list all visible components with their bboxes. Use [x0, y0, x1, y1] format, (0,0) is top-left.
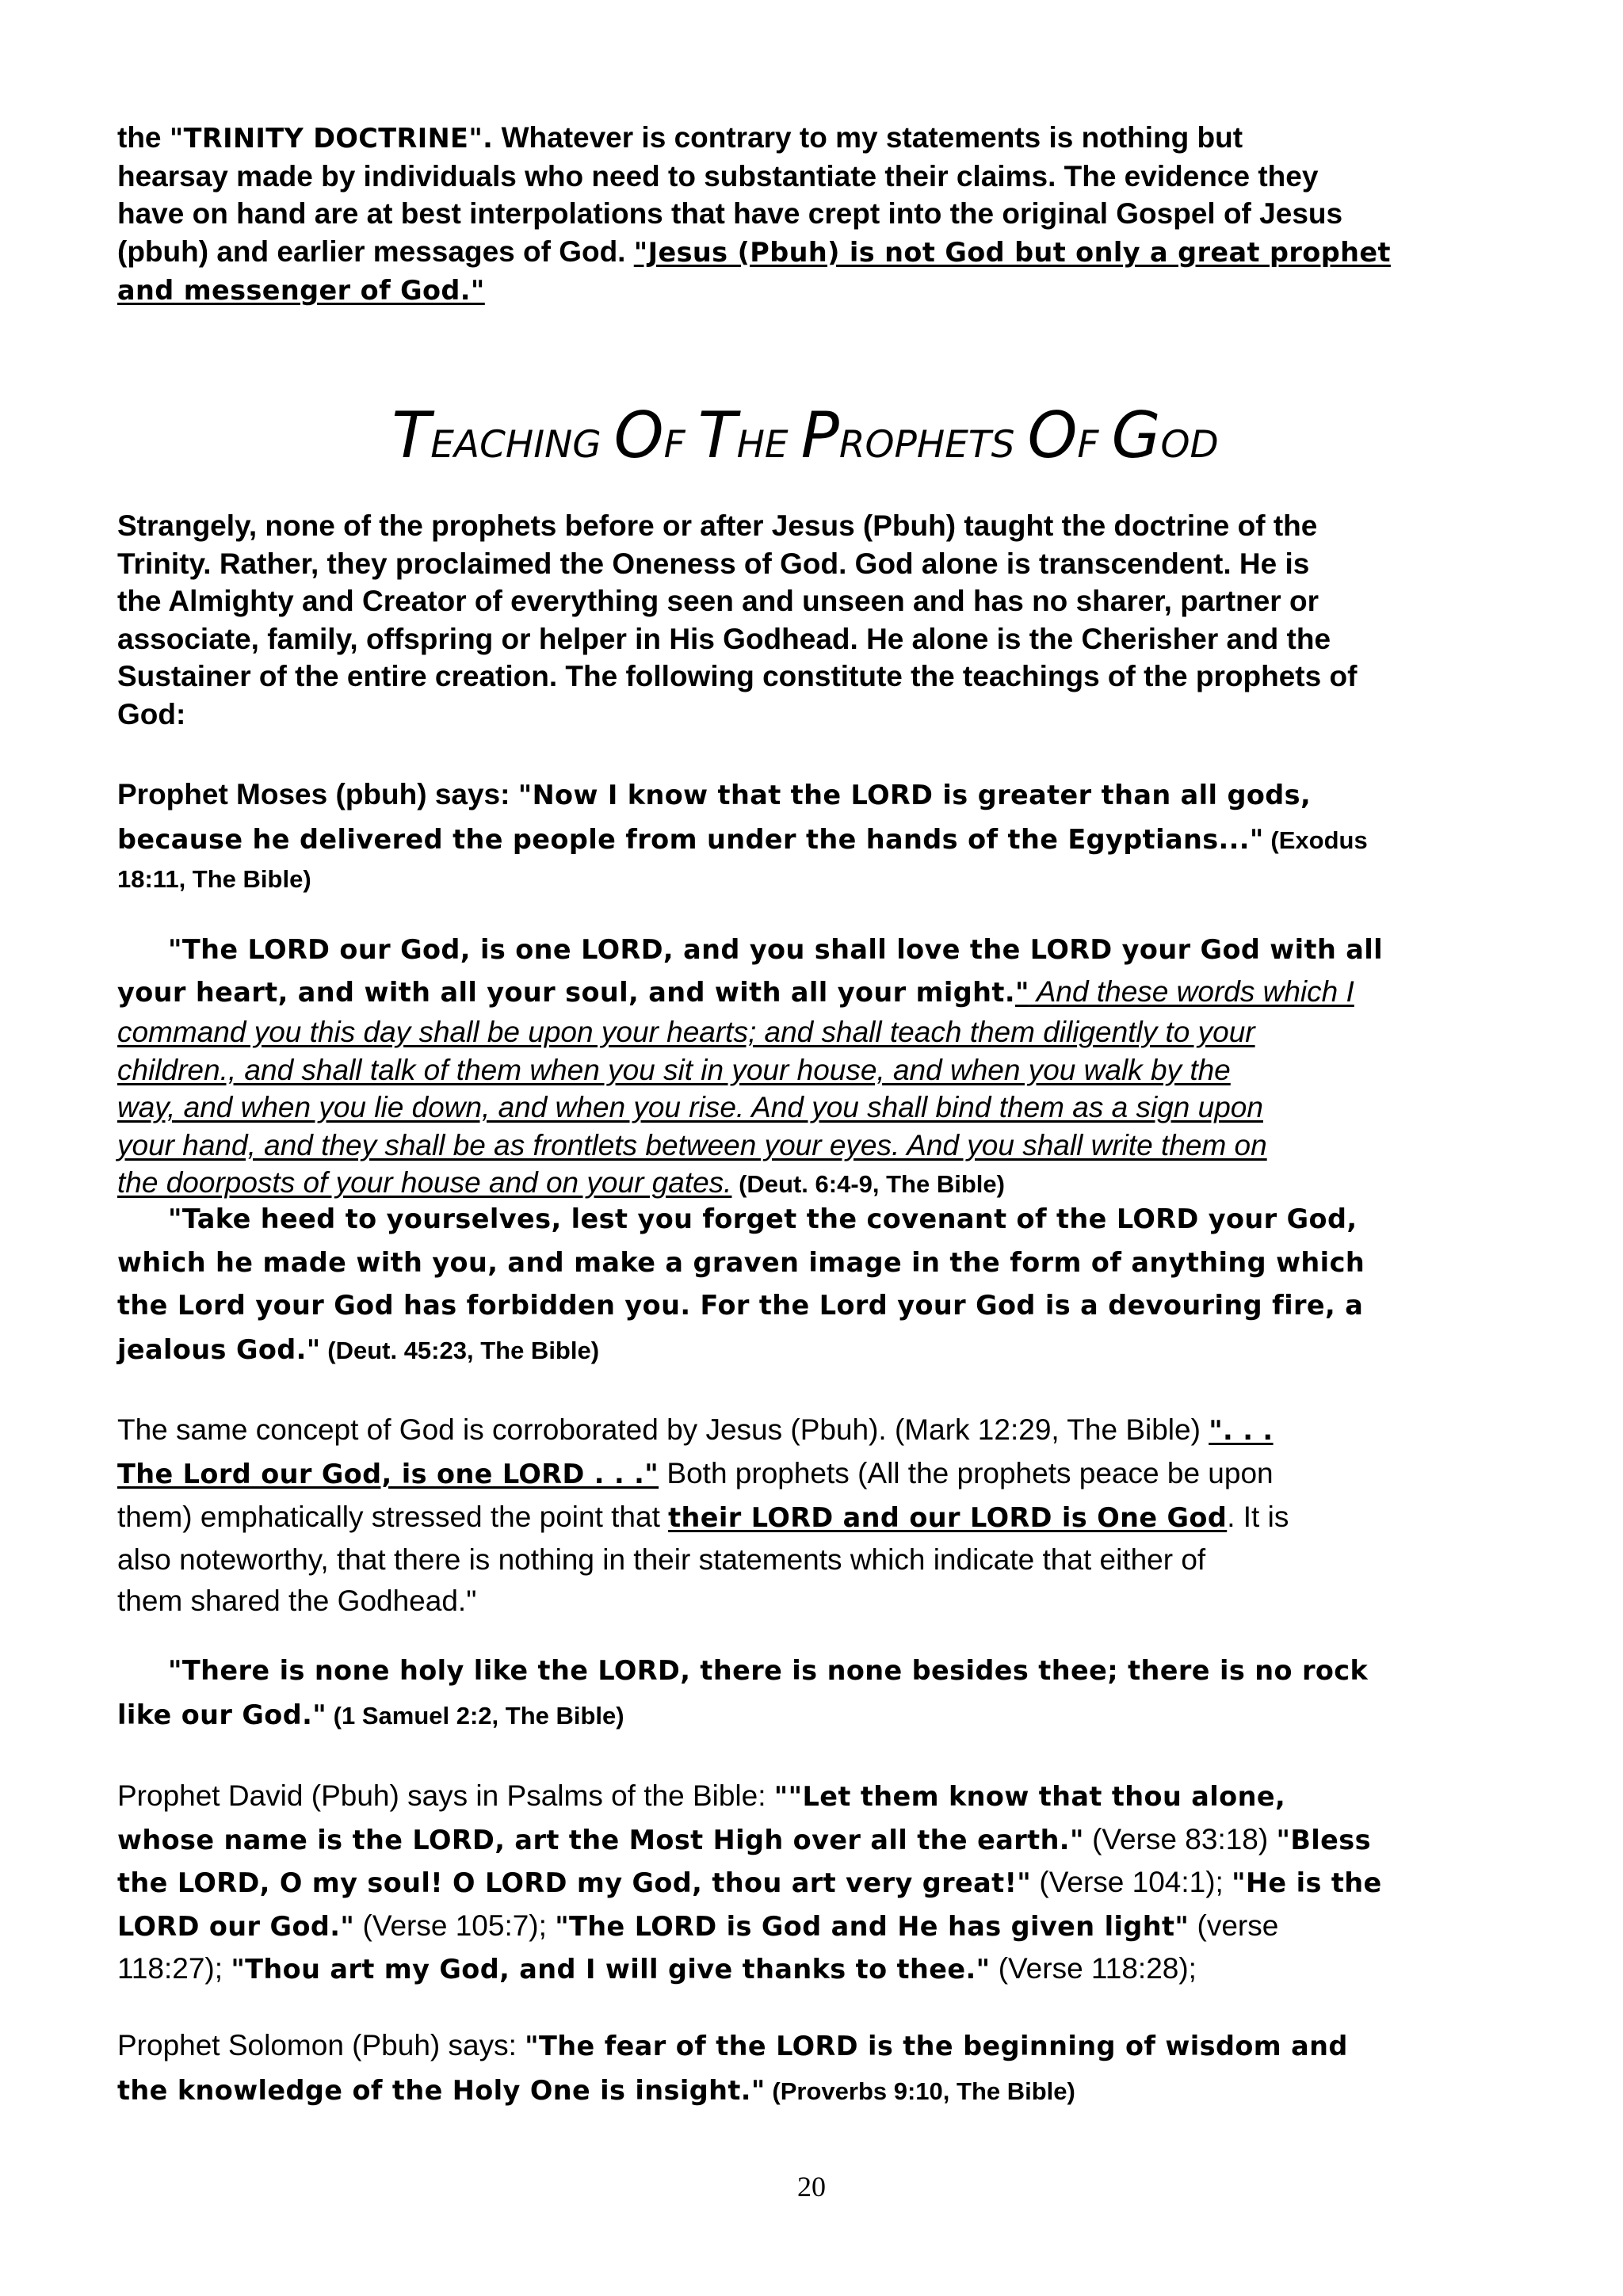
text-line: Trinity. Rather, they proclaimed the Oneness of God. God alone is transcendent. He is [117, 547, 1310, 580]
italic-line: command you this day shall be upon your hearts; and shall teach them diligently to your [117, 1016, 1255, 1048]
text-run: Prophet David (Pbuh) says in Psalms of the Bible: [117, 1779, 774, 1812]
quote-text: "The LORD is God and He has given light" [555, 1910, 1190, 1942]
quote-text: "He is the [1232, 1867, 1382, 1898]
quote-text: ""Let them know that thou alone, [773, 1781, 1286, 1812]
text-run: . It is [1227, 1501, 1289, 1533]
underlined-quote: The Lord our God, is one LORD . . ." [117, 1459, 659, 1489]
text-line [117, 773, 1520, 818]
quote-text: jealous God." [117, 1333, 321, 1365]
text-run: the [117, 121, 170, 154]
text-line: also noteworthy, that there is nothing in their statements which indicate that either of [117, 1543, 1206, 1576]
scripture-reference: 18:11, The Bible) [117, 865, 311, 893]
quote-text: like our God." [117, 1699, 327, 1730]
quote-text: " [1014, 977, 1029, 1008]
text-run: Whatever is contrary to my statements is nothing but [493, 121, 1243, 154]
scripture-reference: (1 Samuel 2:2, The Bible) [327, 1701, 624, 1730]
quote-line: "There is none holy like the LORD, there is none besides thee; there is no rock [168, 1655, 1369, 1686]
text-run: Both prophets (All the prophets peace be upon [659, 1457, 1274, 1489]
text-run: 118:27); [117, 1952, 231, 1985]
solomon-paragraph [117, 2024, 1520, 2113]
intro-paragraph [117, 119, 1520, 310]
quote-text: LORD our God." [117, 1910, 355, 1942]
italic-line: children., and shall talk of them when you sit in your house, and when you walk by the [117, 1053, 1231, 1086]
underlined-quote: their LORD and our LORD is One God [668, 1502, 1228, 1533]
text-line [117, 1905, 1520, 1948]
text-line [117, 971, 1520, 1013]
heading-word: OF [1027, 399, 1099, 472]
text-line: have on hand are at best interpolations that have crept into the original Gospel of Jesus [117, 197, 1343, 230]
quote-text: the LORD, O my soul! O LORD my God, thou art very great!" [117, 1867, 1032, 1898]
text-line: the Almighty and Creator of everything seen and unseen and has no sharer, partner or [117, 585, 1319, 617]
text-line [117, 271, 1520, 310]
text-run: (Verse 104:1); [1031, 1866, 1232, 1898]
italic-line: way, and when you lie down, and when you rise. And you shall bind them as a sign upon [117, 1091, 1263, 1123]
heading-word: GOD [1111, 399, 1219, 472]
quote-text: "Bless [1276, 1824, 1371, 1855]
text-run: (Verse 118:28); [990, 1952, 1197, 1985]
heading-word: TEACHING [391, 399, 601, 472]
scripture-reference: (Exodus [1263, 826, 1368, 854]
text-line: God: [117, 697, 186, 730]
heading-word: OF [613, 399, 685, 472]
text-run: them) emphatically stressed the point that [117, 1501, 669, 1533]
covenant-paragraph [117, 1198, 1520, 1372]
quote-line: "Take heed to yourselves, lest you forget the covenant of the LORD your God, [168, 1203, 1358, 1234]
text-line [117, 1328, 1520, 1373]
text-line: associate, family, offspring or helper in His Godhead. He alone is the Cherisher and the [117, 622, 1331, 655]
text-line [117, 1818, 1520, 1862]
text-line: Strangely, none of the prophets before or after Jesus (Pbuh) taught the doctrine of the [117, 509, 1318, 542]
quote-text: "The fear of the LORD is the beginning of wisdom and [525, 2031, 1348, 2061]
text-line [117, 1947, 1520, 1991]
section-heading [0, 400, 1623, 471]
text-line [117, 1452, 1520, 1496]
text-line [117, 1693, 1520, 1738]
text-run: (Verse 105:7); [354, 1909, 556, 1942]
quote-text: your heart, and with all your soul, and with all your might. [117, 977, 1015, 1008]
scripture-reference: (Deut. 45:23, The Bible) [320, 1336, 600, 1364]
heading-word: PROPHETS [800, 399, 1015, 472]
text-line: Sustainer of the entire creation. The following constitute the teachings of the prophets of [117, 660, 1358, 692]
text-run: (verse [1189, 1909, 1279, 1942]
underlined-quote: "Jesus (Pbuh) is not God but only a great prophet [633, 236, 1391, 268]
text-run: Prophet Moses (pbuh) says: [117, 778, 518, 810]
scripture-reference: (Deut. 6:4-9, The Bible) [731, 1170, 1005, 1198]
text-run: The same concept of God is corroborated by Jesus (Pbuh). (Mark 12:29, The Bible) [117, 1413, 1209, 1446]
quote-line: "The LORD our God, is one LORD, and you shall love the LORD your God with all [168, 934, 1384, 965]
quote-text: whose name is the LORD, art the Most High over all the earth." [117, 1824, 1084, 1855]
text-line [117, 119, 1520, 158]
page-number: 20 [797, 2171, 826, 2203]
text-run: (pbuh) and earlier messages of God. [117, 235, 634, 268]
teaching-paragraph [117, 507, 1520, 733]
text-line [117, 2024, 1520, 2069]
italic-text: the doorposts of your house and on your gates. [117, 1166, 732, 1199]
heading-word: THE [697, 399, 789, 472]
text-line [117, 233, 1520, 272]
quote-text: "Thou art my God, and I will give thanks to thee." [231, 1954, 991, 1985]
text-line: hearsay made by individuals who need to substantiate their claims. The evidence they [117, 159, 1319, 193]
quote-text: "Now I know that the LORD is greater than all gods, [517, 780, 1312, 810]
underlined-quote: ". . . [1209, 1415, 1274, 1446]
deuteronomy-paragraph [117, 929, 1520, 1203]
quote-text: because he delivered the people from under the hands of the Egyptians..." [117, 823, 1264, 855]
text-line [117, 1861, 1520, 1905]
text-run: Prophet Solomon (Pbuh) says: [117, 2029, 525, 2061]
text-run: (Verse 83:18) [1083, 1822, 1277, 1855]
samuel-paragraph [117, 1650, 1520, 1737]
scripture-reference: (Proverbs 9:10, The Bible) [765, 2077, 1075, 2105]
mark-paragraph [117, 1409, 1520, 1622]
text-line [117, 2069, 1520, 2114]
quote-line: the Lord your God has forbidden you. For the Lord your God is a devouring fire, a [117, 1290, 1364, 1321]
text-line [117, 1496, 1520, 1539]
quote-text: the knowledge of the Holy One is insight." [117, 2074, 766, 2106]
text-line [117, 1775, 1520, 1818]
trinity-doctrine-text: "TRINITY DOCTRINE". [169, 123, 494, 154]
david-paragraph [117, 1775, 1520, 1991]
italic-text: And these words which I [1029, 975, 1354, 1008]
text-line [117, 818, 1520, 863]
quote-line: which he made with you, and make a graven image in the form of anything which [117, 1246, 1365, 1278]
text-line [117, 1409, 1520, 1452]
italic-line: your hand, and they shall be as frontlets between your eyes. And you shall write them on [117, 1128, 1267, 1161]
text-line: them shared the Godhead." [117, 1585, 477, 1617]
underlined-quote: and messenger of God." [117, 275, 485, 306]
moses-paragraph [117, 773, 1520, 897]
